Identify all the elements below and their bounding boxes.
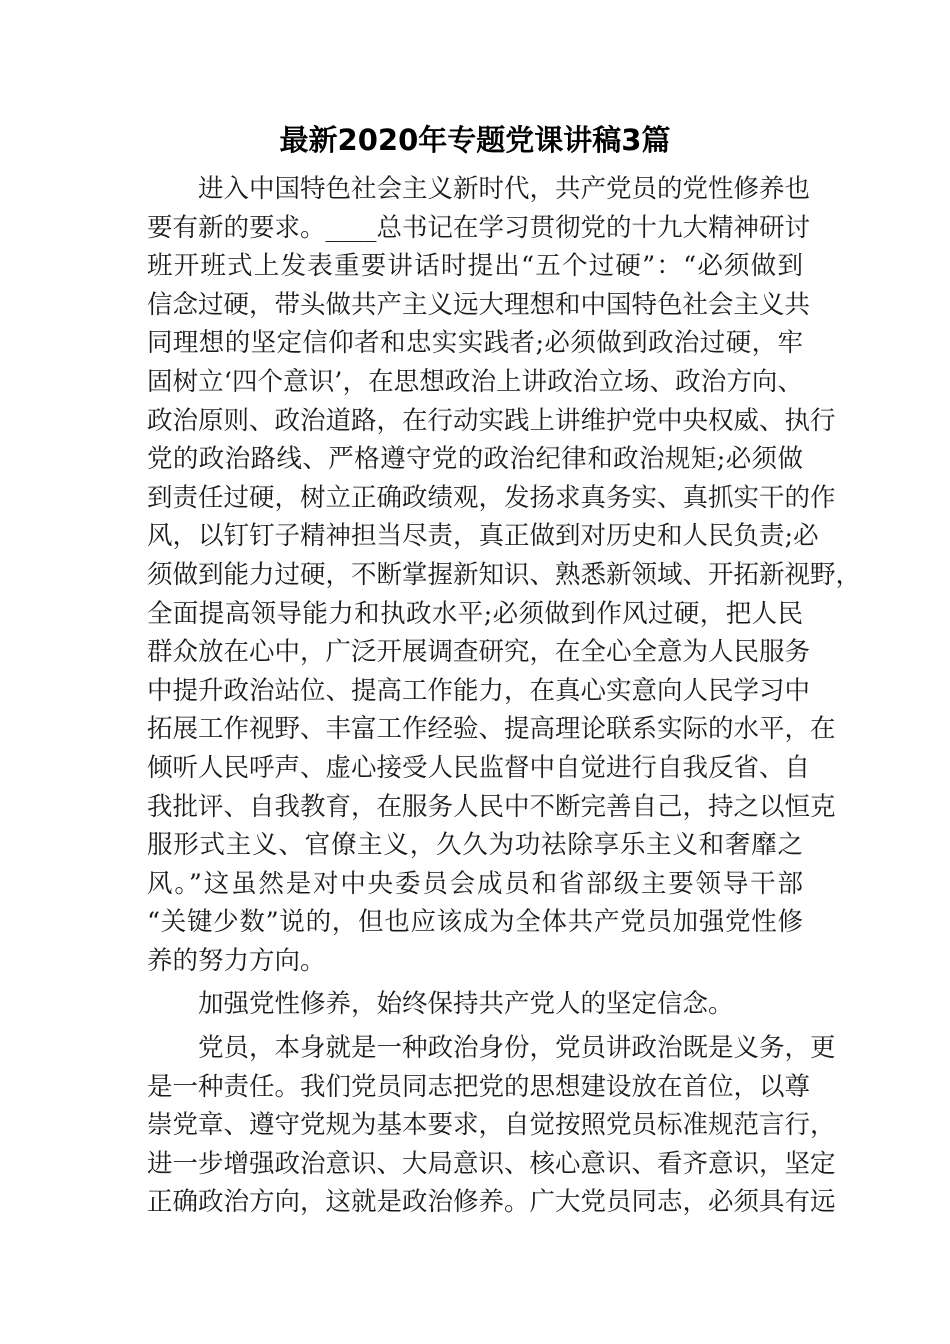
text-line: 中提升政治站位、提高工作能力，在真心实意向人民学习中 (147, 675, 811, 706)
text-line: 崇党章、遵守党规为基本要求，自觉按照党员标准规范言行， (147, 1110, 836, 1141)
text-line: 同理想的坚定信仰者和忠实实践者;必须做到政治过硬，牢 (147, 328, 803, 359)
text-line: 党的政治路线、严格遵守党的政治纪律和政治规矩;必须做 (147, 444, 803, 475)
paragraph (147, 985, 803, 1024)
text-line: 我批评、自我教育，在服务人民中不断完善自己，持之以恒克 (147, 791, 836, 822)
text-line: 拓展工作视野、丰富工作经验、提高理论联系实际的水平，在 (147, 714, 836, 745)
text-line: 党员，本身就是一种政治身份，党员讲政治既是义务，更 (198, 1033, 836, 1064)
paragraph (147, 170, 862, 980)
text-line: 到责任过硬，树立正确政绩观，发扬求真务实、真抓实干的作 (147, 482, 836, 513)
text-line: 风，以钉钉子精神担当尽责，真正做到对历史和人民负责;必 (147, 521, 819, 552)
text-line: 固树立‘四个意识’，在思想政治上讲政治立场、政治方向、 (147, 366, 803, 397)
text-line: 养的努力方向。 (147, 945, 326, 976)
text-line: 全面提高领导能力和执政水平;必须做到作风过硬，把人民 (147, 598, 803, 629)
document-body (147, 170, 862, 1222)
text-line: 信念过硬，带头做共产主义远大理想和中国特色社会主义共 (147, 289, 811, 320)
text-line: 须做到能力过硬，不断掌握新知识、熟悉新领域、开拓新视野， (147, 559, 862, 590)
text-line: “关键少数”说的，但也应该成为全体共产党员加强党性修 (147, 907, 803, 938)
text-line: 服形式主义、官僚主义，久久为功祛除享乐主义和奢靡之 (147, 830, 803, 861)
text-line: 进一步增强政治意识、大局意识、核心意识、看齐意识，坚定 (147, 1148, 836, 1179)
text-line: 是一种责任。我们党员同志把党的思想建设放在首位，以尊 (147, 1071, 811, 1102)
document-title: 最新2020年专题党课讲稿3篇 (279, 123, 671, 157)
text-line: 加强党性修养，始终保持共产党人的坚定信念。 (198, 989, 734, 1020)
text-line: 正确政治方向，这就是政治修养。广大党员同志，必须具有远 (147, 1187, 836, 1218)
text-line: 班开班式上发表重要讲话时提出“五个过硬”：“必须做到 (147, 251, 803, 282)
text-line: 群众放在心中，广泛开展调查研究，在全心全意为人民服务 (147, 637, 811, 668)
paragraph (147, 1029, 836, 1222)
text-line: 倾听人民呼声、虚心接受人民监督中自觉进行自我反省、自 (147, 752, 811, 783)
text-line: 进入中国特色社会主义新时代，共产党员的党性修养也 (198, 174, 811, 204)
text-line: 要有新的要求。____总书记在学习贯彻党的十九大精神研讨 (147, 212, 811, 243)
text-line: 风。”这虽然是对中央委员会成员和省部级主要领导干部 (147, 868, 803, 899)
text-line: 政治原则、政治道路，在行动实践上讲维护党中央权威、执行 (147, 405, 836, 436)
